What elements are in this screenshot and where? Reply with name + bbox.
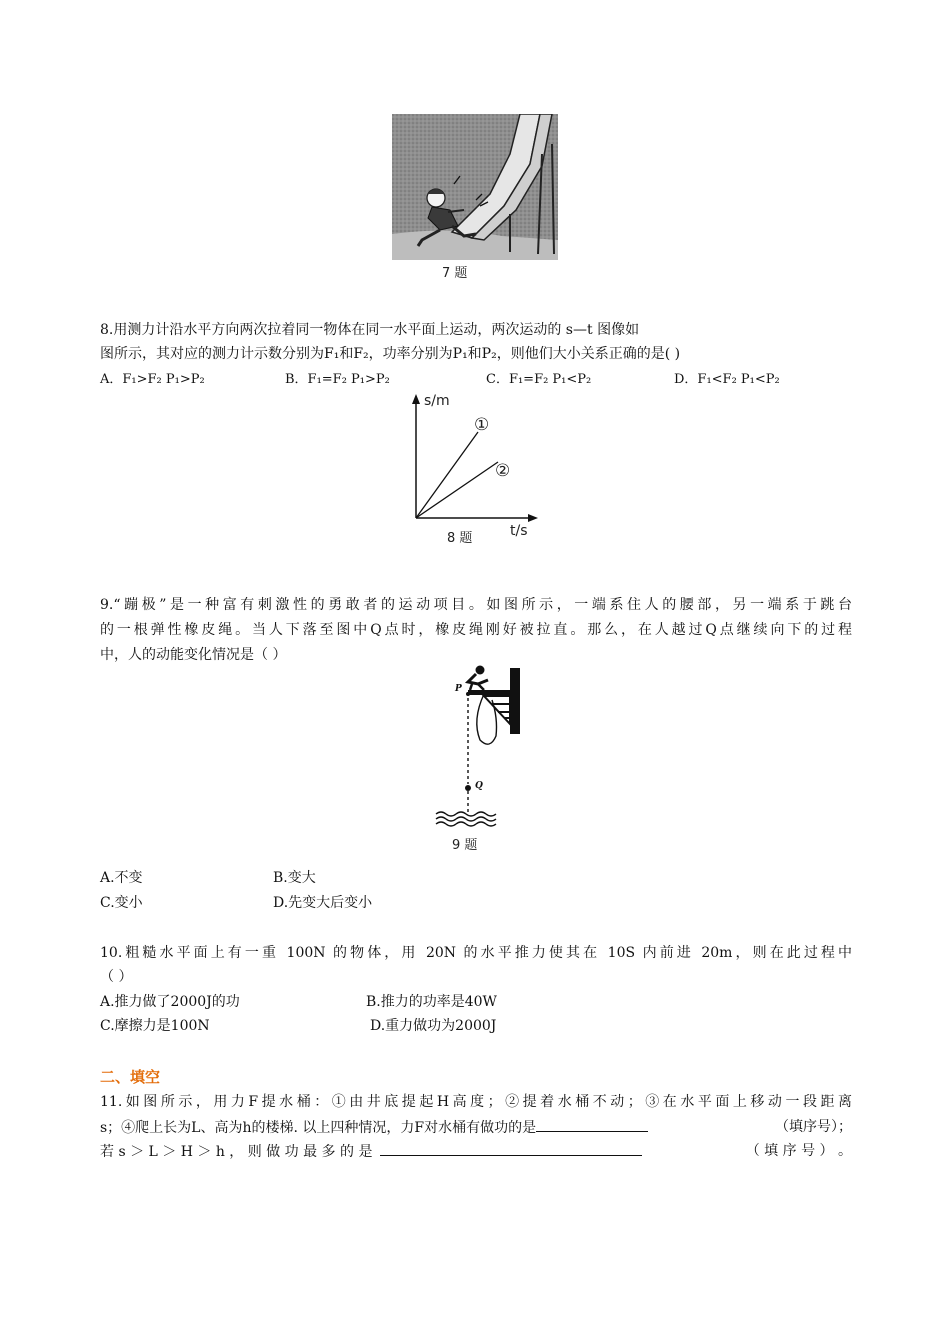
slide-picture [392, 114, 558, 260]
question-9-option-a: A.不变 [100, 870, 143, 886]
point-p-label: P [455, 684, 462, 694]
figure-caption-9: 9 题 [452, 838, 478, 853]
question-8-option-c: C．F₁=F₂ P₁<P₂ [486, 372, 592, 387]
question-10-line-1: 10.粗糙水平面上有一重 100N 的物体，用 20N 的水平推力使其在 10S 内前进 20m，则在此过程中 [100, 945, 852, 961]
figure-caption-7: 7 题 [442, 266, 468, 281]
question-10-option-a: A.推力做了2000J的功 [100, 994, 240, 1010]
question-9-option-d: D.先变大后变小 [273, 895, 373, 911]
question-10-option-b: B.推力的功率是40W [366, 994, 497, 1010]
series-label-2: ② [495, 461, 511, 481]
figure-caption-8: 8 题 [447, 531, 473, 546]
question-11-line-2-suffix: （填序号）； [775, 1119, 852, 1135]
question-9-line-2: 的一根弹性橡皮绳。当人下落至图中Q点时，橡皮绳刚好被拉直。那么，在人越过Q点继续向下的过程 [100, 622, 852, 638]
point-q-label: Q [475, 781, 483, 791]
question-10-line-2: （ ） [100, 969, 133, 985]
question-11-line-2-text: s；④爬上长为L、高为h的楼梯. 以上四种情况，力F对水桶有做功的是 [100, 1120, 537, 1136]
question-10-option-d: D.重力做功为2000J [370, 1018, 497, 1034]
y-axis-label: s/m [424, 393, 450, 409]
question-10-option-c: C.摩擦力是100N [100, 1018, 210, 1034]
answer-blank-1[interactable] [536, 1117, 648, 1132]
question-9-line-3: 中，人的动能变化情况是（ ） [100, 647, 287, 663]
section-title-fill-in: 二、填空 [100, 1068, 161, 1086]
question-8-option-d: D．F₁<F₂ P₁<P₂ [674, 372, 780, 387]
answer-blank-2[interactable] [380, 1141, 642, 1156]
series-label-1: ① [474, 415, 490, 435]
question-8-line-2: 图所示，其对应的测力计示数分别为F₁和F₂，功率分别为P₁和P₂，则他们大小关系正确的是( ) [100, 346, 681, 362]
question-8-option-b: B．F₁=F₂ P₁>P₂ [285, 372, 390, 387]
question-9-option-b: B.变大 [273, 870, 316, 886]
question-11-line-3 [100, 1141, 852, 1162]
question-8-line-1: 8.用测力计沿水平方向两次拉着同一物体在同一水平面上运动，两次运动的 s—t 图像如 [100, 322, 640, 338]
question-9-line-1: 9.“蹦极”是一种富有刺激性的勇敢者的运动项目。如图所示，一端系住人的腰部，另一端系于跳台 [100, 597, 852, 613]
point-p [466, 692, 470, 696]
question-9-option-c: C.变小 [100, 895, 143, 911]
point-q [465, 785, 471, 791]
st-graph [396, 390, 546, 530]
question-11-line-3-suffix: （ 填 序 号 ） 。 [745, 1143, 852, 1159]
question-11-line-3-text: 若 s ＞ L ＞ H ＞ h ， 则 做 功 最 多 的 是 [100, 1144, 373, 1160]
series-line-2 [416, 462, 498, 518]
question-11-line-1: 11.如图所示，用力F提水桶：①由井底提起H高度；②提着水桶不动；③在水平面上移动一段距离 [100, 1094, 852, 1110]
question-11-line-2 [100, 1117, 852, 1138]
series-line-1 [416, 432, 478, 518]
question-8-option-a: A．F₁>F₂ P₁>P₂ [100, 372, 205, 387]
x-axis-label: t/s [510, 523, 528, 539]
bungee-picture [432, 660, 532, 832]
